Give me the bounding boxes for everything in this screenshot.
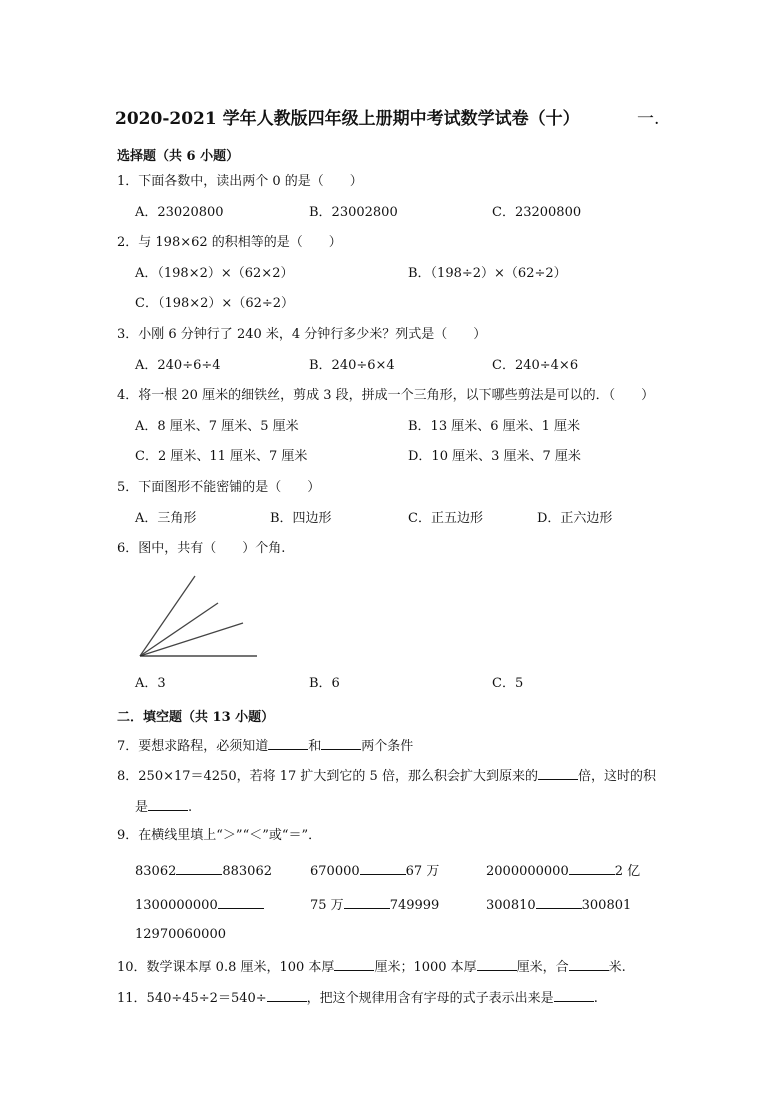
answer-blank[interactable] — [569, 862, 615, 875]
q5-option-b: B．四边形 — [270, 511, 332, 526]
q3-option-a: A．240÷6÷4 — [135, 358, 221, 373]
q9-item-7: 12970060000 — [135, 927, 226, 942]
q10 — [117, 958, 626, 976]
answer-blank[interactable] — [360, 862, 406, 875]
q9-right: 2 亿 — [614, 864, 641, 879]
q4-option-c: C．2 厘米、11 厘米、7 厘米 — [135, 449, 308, 464]
q9-item-4 — [135, 896, 264, 914]
q6-option-c: C．5 — [492, 676, 524, 691]
q8-line-2 — [135, 798, 192, 816]
q11-text-1: 11．540÷45÷2＝540÷ — [117, 991, 267, 1006]
q1-option-c: C．23200800 — [492, 205, 582, 220]
q9-right: 883062 — [222, 864, 272, 879]
answer-blank[interactable] — [267, 989, 307, 1002]
q9-item-1 — [135, 862, 272, 880]
q3-stem: 3．小刚 6 分钟行了 240 米，4 分钟行多少米？列式是（ ） — [117, 327, 487, 342]
q9-left: 1300000000 — [135, 898, 218, 913]
q1-option-a: A．23020800 — [135, 205, 224, 220]
q2-option-a: A．（198×2）×（62×2） — [135, 266, 294, 281]
q8-text-2: 倍，这时的积 — [577, 769, 656, 784]
q4-stem: 4．将一根 20 厘米的细铁丝，剪成 3 段，拼成一个三角形，以下哪些剪法是可以的．（ ） — [117, 388, 655, 403]
answer-blank[interactable] — [569, 958, 609, 971]
q9-left: 670000 — [310, 864, 360, 879]
answer-blank[interactable] — [344, 896, 390, 909]
q5-option-a: A．三角形 — [135, 511, 197, 526]
page-title: 2020-2021 学年人教版四年级上册期中考试数学试卷（十） — [115, 109, 580, 129]
q10-text-3: 厘米，合 — [516, 960, 569, 975]
q3-option-b: B．240÷6×4 — [309, 358, 395, 373]
answer-blank[interactable] — [477, 958, 517, 971]
answer-blank[interactable] — [218, 896, 264, 909]
q5-stem: 5．下面图形不能密铺的是（ ） — [117, 480, 321, 495]
q9-right: 749999 — [389, 898, 440, 913]
ray-lower — [140, 623, 243, 656]
q11 — [117, 989, 598, 1007]
q5-option-c: C．正五边形 — [408, 511, 483, 526]
q9-right: 300801 — [581, 898, 632, 913]
q6-stem: 6．图中，共有（ ）个角. — [117, 541, 286, 556]
q10-text-4: 米. — [608, 960, 626, 975]
q9-item-2 — [310, 862, 439, 880]
ray-top — [140, 576, 195, 656]
title-tail: 一. — [637, 109, 660, 129]
q7-text-3: 两个条件 — [361, 739, 414, 754]
q11-text-2: ，把这个规律用含有字母的式子表示出来是 — [306, 991, 554, 1006]
q6-option-b: B．6 — [309, 676, 340, 691]
answer-blank[interactable] — [268, 737, 308, 750]
q5-option-d: D．正六边形 — [537, 511, 613, 526]
q4-option-d: D．10 厘米、3 厘米、7 厘米 — [408, 449, 581, 464]
q3-option-c: C．240÷4×6 — [492, 358, 579, 373]
q11-text-3: . — [593, 991, 598, 1006]
q9-right: 67 万 — [405, 864, 440, 879]
q7-text-2: 和 — [308, 739, 322, 754]
answer-blank[interactable] — [321, 737, 361, 750]
q10-text-2: 厘米；1000 本厚 — [374, 960, 477, 975]
q9-stem: 9．在横线里填上“＞”“＜”或“＝”． — [117, 828, 322, 843]
q9-item-5 — [310, 896, 439, 914]
q9-left: 2000000000 — [486, 864, 569, 879]
answer-blank[interactable] — [538, 767, 578, 780]
q1-option-b: B．23002800 — [309, 205, 398, 220]
q7-text-1: 7．要想求路程，必须知道 — [117, 739, 269, 754]
q4-option-b: B．13 厘米、6 厘米、1 厘米 — [408, 419, 581, 434]
q9-item-3 — [486, 862, 640, 880]
q9-left: 83062 — [135, 864, 177, 879]
q9-left: 75 万 — [310, 898, 344, 913]
answer-blank[interactable] — [148, 798, 188, 811]
q8-text-3: 是 — [135, 800, 149, 815]
answer-blank[interactable] — [554, 989, 594, 1002]
q8-text-1: 8．250×17＝4250，若将 17 扩大到它的 5 倍，那么积会扩大到原来的 — [117, 769, 538, 784]
answer-blank[interactable] — [334, 958, 374, 971]
q8-line-1 — [117, 767, 656, 785]
q1-stem: 1．下面各数中，读出两个 0 的是（ ） — [117, 174, 363, 189]
ray-middle — [140, 603, 218, 656]
section-heading-fill: 二．填空题（共 13 小题） — [117, 710, 275, 725]
q9-item-6 — [486, 896, 631, 914]
q2-option-b: B．（198÷2）×（62÷2） — [408, 266, 567, 281]
q2-option-c: C．（198×2）×（62÷2） — [135, 296, 295, 311]
q2-stem: 2．与 198×62 的积相等的是（ ） — [117, 235, 342, 250]
q8-text-4: . — [188, 800, 193, 815]
section-heading-choice: 选择题（共 6 小题） — [117, 149, 240, 164]
q4-option-a: A．8 厘米、7 厘米、5 厘米 — [135, 419, 299, 434]
q10-text-1: 10．数学课本厚 0.8 厘米，100 本厚 — [117, 960, 335, 975]
q9-left: 300810 — [486, 898, 536, 913]
answer-blank[interactable] — [176, 862, 222, 875]
angle-figure — [130, 570, 265, 662]
q7 — [117, 737, 413, 755]
answer-blank[interactable] — [536, 896, 582, 909]
q6-option-a: A．3 — [135, 676, 166, 691]
